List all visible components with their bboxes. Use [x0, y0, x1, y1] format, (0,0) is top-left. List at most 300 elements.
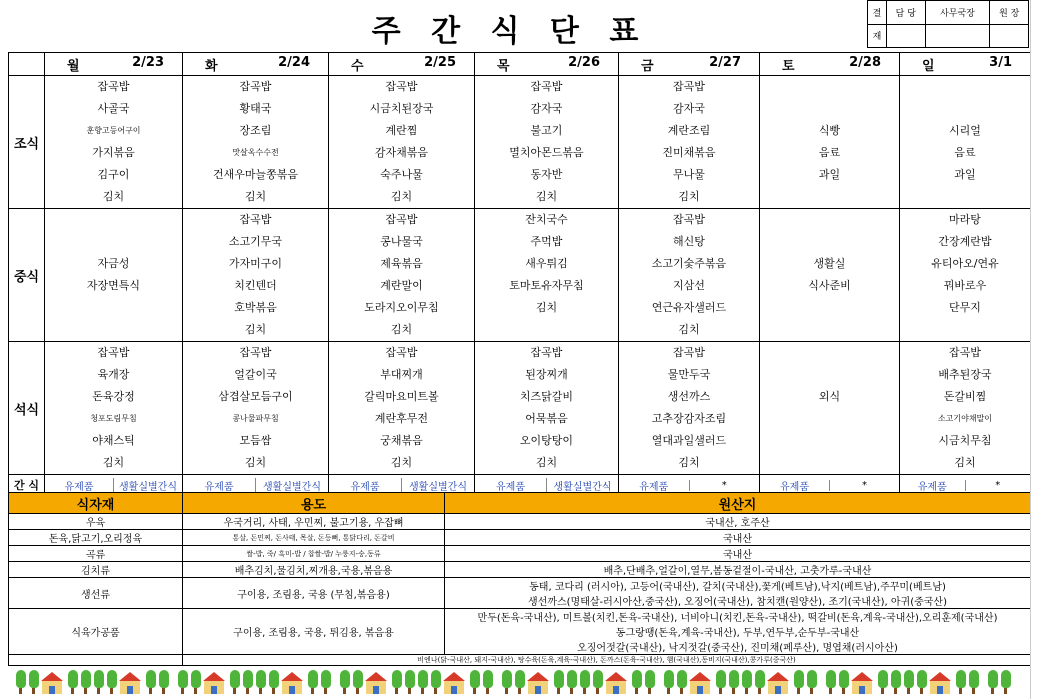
- menu-item: [760, 209, 899, 231]
- approval-secretary: 사무국장: [925, 1, 990, 25]
- menu-item: 김치: [244, 190, 267, 203]
- menu-cell[interactable]: [760, 76, 900, 209]
- origin-usage[interactable]: 구이용, 조림용, 국용 (무침,볶음용): [183, 578, 445, 609]
- day-header[interactable]: [329, 53, 475, 76]
- menu-item: 된장찌개: [525, 368, 568, 381]
- menu-item: [45, 231, 182, 253]
- tree-icon: [1001, 670, 1011, 694]
- menu-cell[interactable]: [329, 342, 475, 475]
- weekly-menu-table: [8, 52, 1031, 496]
- menu-item: 지삼선: [673, 279, 705, 292]
- menu-cell[interactable]: [760, 209, 900, 342]
- tree-icon: [664, 670, 674, 694]
- tree-icon: [554, 670, 564, 694]
- menu-item: 과일: [818, 168, 841, 181]
- menu-item: 김치: [102, 456, 125, 469]
- menu-item: [760, 98, 899, 120]
- sheet-edge: [1030, 0, 1039, 699]
- day-date: 2/25: [424, 54, 456, 70]
- origin-line: 동그랑땡(돈육,계육-국내산), 두부,연두부,순두부-국내산: [615, 628, 860, 639]
- menu-item: 감자국: [673, 102, 705, 115]
- menu-item: 자장면특식: [86, 279, 141, 292]
- tree-icon: [878, 670, 888, 694]
- menu-item: [475, 319, 618, 341]
- origin-line: 동태, 코다리 (러시아), 고등어(국내산), 갈치(국내산),꽃게(베트남),낙지(베트남),주꾸미(베트남): [529, 582, 946, 593]
- approval-sign-cell[interactable]: [925, 24, 990, 48]
- menu-item: 주먹밥: [530, 235, 563, 248]
- menu-cell[interactable]: [475, 342, 619, 475]
- menu-item: [760, 231, 899, 253]
- menu-item: 식사준비: [808, 279, 851, 292]
- origin-ingredient[interactable]: 식육가공품: [9, 609, 183, 655]
- approval-sign-cell[interactable]: [887, 24, 926, 48]
- menu-cell[interactable]: [619, 76, 760, 209]
- tree-icon: [580, 670, 590, 694]
- tree-icon: [431, 670, 441, 694]
- tree-icon: [308, 670, 318, 694]
- origin-table: [8, 492, 1031, 666]
- menu-item: 계란찜: [385, 124, 418, 137]
- origin-country[interactable]: [445, 578, 1031, 609]
- origin-header-row: [9, 493, 1031, 514]
- menu-cell[interactable]: [329, 209, 475, 342]
- tree-icon: [826, 670, 836, 694]
- house-icon: [444, 672, 464, 694]
- day-date: 2/26: [568, 54, 600, 70]
- menu-item: 콩나물파무침: [232, 414, 279, 423]
- menu-item: 잡곡밥: [239, 346, 272, 359]
- menu-item: 꿔바로우: [943, 279, 987, 292]
- menu-cell[interactable]: [619, 209, 760, 342]
- menu-item: 잔치국수: [525, 213, 568, 226]
- menu-cell[interactable]: [475, 76, 619, 209]
- origin-country[interactable]: 국내산, 호주산: [445, 514, 1031, 530]
- approval-director: 원 장: [990, 1, 1029, 25]
- day-name: 목: [497, 58, 510, 74]
- day-name: 토: [782, 58, 795, 74]
- menu-cell[interactable]: [329, 76, 475, 209]
- snack-item: *: [829, 480, 899, 491]
- tree-icon: [677, 670, 687, 694]
- menu-item: 시금치무침: [938, 434, 992, 447]
- menu-item: 잡곡밥: [673, 346, 705, 359]
- menu-item: 계란후무전: [374, 412, 429, 425]
- snack-item: 생활실별간식: [255, 478, 328, 493]
- tree-icon: [94, 670, 104, 694]
- snack-item: *: [689, 480, 760, 491]
- menu-item: 숙주나물: [380, 168, 423, 181]
- tree-icon: [502, 670, 512, 694]
- menu-item: 마라탕: [949, 213, 981, 226]
- menu-item: 잡곡밥: [530, 346, 563, 359]
- menu-item: [760, 408, 899, 430]
- tree-icon: [81, 670, 91, 694]
- menu-item: 시금치된장국: [369, 102, 434, 115]
- origin-ingredient[interactable]: 곡류: [9, 546, 183, 562]
- origin-usage[interactable]: 배추김치,물김치,찌개용,국용,볶음용: [183, 562, 445, 578]
- day-date: 2/28: [849, 54, 881, 70]
- tree-icon: [716, 670, 726, 694]
- tree-icon: [405, 670, 415, 694]
- menu-item: 잡곡밥: [97, 80, 130, 93]
- day-name: 금: [641, 58, 654, 74]
- day-name: 수: [351, 58, 364, 74]
- house-icon: [690, 672, 710, 694]
- tree-icon: [16, 670, 26, 694]
- menu-item: 계란말이: [380, 279, 423, 292]
- menu-item: [900, 98, 1030, 120]
- menu-item: 얼갈이국: [234, 368, 277, 381]
- menu-item: 잡곡밥: [385, 213, 418, 226]
- menu-item: 가지볶음: [92, 146, 135, 159]
- menu-item: [45, 209, 182, 231]
- menu-item: 김치: [678, 456, 700, 469]
- tree-icon: [988, 670, 998, 694]
- menu-item: 김치: [390, 456, 413, 469]
- snack-item: *: [965, 480, 1031, 491]
- menu-item: 치킨텐더: [234, 279, 277, 292]
- menu-item: 멸치아몬드볶음: [509, 146, 584, 159]
- menu-item: 김치: [102, 190, 125, 203]
- menu-cell[interactable]: [45, 342, 183, 475]
- day-header[interactable]: [183, 53, 329, 76]
- tree-icon: [230, 670, 240, 694]
- origin-header: 원산지: [445, 493, 1031, 514]
- origin-row: [9, 609, 1031, 655]
- tree-icon: [243, 670, 253, 694]
- origin-row: [9, 562, 1031, 578]
- house-icon: [366, 672, 386, 694]
- menu-item: [760, 452, 899, 474]
- house-icon: [930, 672, 950, 694]
- tree-icon: [392, 670, 402, 694]
- page-title: 주 간 식 단 표: [371, 14, 649, 49]
- tree-icon: [256, 670, 266, 694]
- origin-usage[interactable]: 비엔나(닭-국내산, 돼지-국내산), 탕수육(돈육,계육-국내산), 돈까스(돈육-국내산), 햄(국내산),동비지(국내산),콩가루(중국산): [183, 655, 1031, 666]
- menu-item: 소고기숯주볶음: [651, 257, 727, 270]
- house-icon: [528, 672, 548, 694]
- menu-cell[interactable]: [475, 209, 619, 342]
- tree-icon: [645, 670, 655, 694]
- menu-item: 사골국: [97, 102, 130, 115]
- menu-item: 오이탕탕이: [519, 434, 574, 447]
- menu-cell[interactable]: [760, 342, 900, 475]
- origin-country[interactable]: [445, 609, 1031, 655]
- menu-item: 잡곡밥: [949, 346, 981, 359]
- origin-line: 생선까스(명태살-러시아산,중국산), 오징어(국내산), 참치캔(원양산), 조기(국내산), 아귀(중국산): [528, 597, 947, 608]
- menu-item: 단무지: [949, 301, 981, 314]
- meal-label: 중식: [9, 209, 45, 342]
- menu-item: 잡곡밥: [385, 80, 418, 93]
- menu-item: 야채스틱: [92, 434, 135, 447]
- menu-item: 소고기무국: [228, 235, 283, 248]
- menu-cell[interactable]: [183, 342, 329, 475]
- menu-item: 김치: [390, 323, 413, 336]
- approval-box: [867, 0, 1029, 48]
- day-date: 3/1: [989, 54, 1012, 70]
- menu-item: 김치: [678, 323, 700, 336]
- menu-item: 삼겹살모듬구이: [218, 390, 293, 403]
- menu-item: [900, 186, 1030, 208]
- menu-item: 갈릭마요미트볼: [364, 390, 439, 403]
- menu-item: 자금성: [97, 257, 130, 270]
- menu-item: 호박볶음: [234, 301, 277, 314]
- menu-cell[interactable]: [900, 209, 1031, 342]
- approval-label: 결: [868, 1, 887, 25]
- day-header[interactable]: [475, 53, 619, 76]
- tree-icon: [269, 670, 279, 694]
- origin-line: 만두(돈육-국내산), 미트볼(치킨,돈육-국내산), 너비아니(치킨,돈육-국내산), 떡갈비(돈육,계육-국내산),오리훈제(국내산): [477, 613, 998, 624]
- origin-header: 용도: [183, 493, 445, 514]
- menu-item: 잡곡밥: [530, 80, 563, 93]
- snack-item: 생활실별간식: [401, 478, 474, 493]
- menu-item: 감자국: [530, 102, 563, 115]
- tree-icon: [107, 670, 117, 694]
- menu-item: 무나물: [673, 168, 705, 181]
- meal-row: [9, 209, 1031, 342]
- menu-item: [760, 76, 899, 98]
- house-icon: [768, 672, 788, 694]
- menu-item: 과일: [954, 168, 976, 181]
- menu-item: 모듬쌈: [239, 434, 272, 447]
- origin-usage[interactable]: 쌀-밥, 죽/ 흑미-밥 / 찹쌀-밥/ 누룽지-숭,동류: [183, 546, 445, 562]
- day-name: 일: [922, 58, 935, 74]
- tree-icon: [729, 670, 739, 694]
- tree-icon: [159, 670, 169, 694]
- origin-usage[interactable]: 통살, 돈민찌, 돈사태, 목살, 돈등뼈, 통닭다리, 돈갈비: [183, 530, 445, 546]
- menu-cell[interactable]: [45, 76, 183, 209]
- approval-label2: 재: [868, 24, 887, 48]
- origin-country[interactable]: 배추,단배추,얼갈이,열무,봄동겉절이-국내산, 고춧가루-국내산: [445, 562, 1031, 578]
- tree-icon: [969, 670, 979, 694]
- house-icon: [42, 672, 62, 694]
- menu-cell[interactable]: [900, 342, 1031, 475]
- tree-icon: [567, 670, 577, 694]
- menu-item: 맛살옥수수전: [232, 148, 279, 157]
- approval-sign-cell[interactable]: [990, 24, 1029, 48]
- tree-icon: [755, 670, 765, 694]
- snack-item: 유제품: [780, 481, 809, 493]
- menu-item: 외식: [818, 390, 841, 403]
- menu-item: [760, 364, 899, 386]
- tree-icon: [418, 670, 428, 694]
- menu-item: 토마토유자무침: [509, 279, 584, 292]
- origin-country[interactable]: 국내산: [445, 546, 1031, 562]
- menu-item: 연근유자샐러드: [651, 301, 727, 314]
- menu-item: 어묵볶음: [525, 412, 568, 425]
- menu-item: 계란조림: [667, 124, 711, 137]
- house-icon: [204, 672, 224, 694]
- tree-icon: [807, 670, 817, 694]
- snack-item: 생활실별간식: [546, 478, 618, 493]
- tree-icon: [904, 670, 914, 694]
- menu-item: 훈향고등어구이: [86, 126, 141, 135]
- tree-icon: [68, 670, 78, 694]
- day-date: 2/23: [132, 54, 164, 70]
- origin-header: 식자재: [9, 493, 183, 514]
- origin-row: [9, 514, 1031, 530]
- menu-item: 잡곡밥: [97, 346, 130, 359]
- footer-decoration: [8, 660, 1030, 696]
- menu-item: 김치: [390, 190, 413, 203]
- tree-icon: [353, 670, 363, 694]
- menu-item: 도라지오이무침: [364, 301, 439, 314]
- menu-item: 치즈닭갈비: [519, 390, 574, 403]
- menu-item: 잡곡밥: [239, 80, 272, 93]
- snack-item: 유제품: [496, 481, 525, 493]
- menu-cell[interactable]: [183, 76, 329, 209]
- snack-item: 유제품: [639, 481, 669, 493]
- origin-ingredient[interactable]: 김치류: [9, 562, 183, 578]
- tree-icon: [742, 670, 752, 694]
- menu-item: 궁채볶음: [380, 434, 423, 447]
- house-icon: [120, 672, 140, 694]
- snack-item: 유제품: [204, 481, 234, 493]
- menu-item: 가자미구이: [228, 257, 283, 270]
- menu-item: 잡곡밥: [385, 346, 418, 359]
- tree-icon: [178, 670, 188, 694]
- menu-item: 동자반: [530, 168, 563, 181]
- snack-item: 유제품: [350, 481, 380, 493]
- menu-item: 고추장감자조림: [651, 412, 727, 425]
- menu-item: 김치: [535, 190, 558, 203]
- menu-item: [760, 430, 899, 452]
- menu-item: 배추된장국: [938, 368, 992, 381]
- menu-item: [760, 297, 899, 319]
- house-icon: [852, 672, 872, 694]
- house-icon: [606, 672, 626, 694]
- day-header[interactable]: [619, 53, 760, 76]
- menu-cell[interactable]: [619, 342, 760, 475]
- origin-ingredient[interactable]: 생선류: [9, 578, 183, 609]
- origin-row: [9, 578, 1031, 609]
- tree-icon: [794, 670, 804, 694]
- tree-icon: [515, 670, 525, 694]
- menu-item: [900, 76, 1030, 98]
- menu-item: 김치: [244, 323, 267, 336]
- snack-item: 유제품: [64, 481, 94, 493]
- day-name: 월: [67, 58, 80, 74]
- menu-item: 제육볶음: [380, 257, 423, 270]
- menu-item: 김치: [954, 456, 976, 469]
- day-header[interactable]: [900, 53, 1031, 76]
- menu-item: 부대찌개: [380, 368, 423, 381]
- origin-usage[interactable]: 우국거리, 사태, 우민찌, 불고기용, 우잡뼈: [183, 514, 445, 530]
- menu-item: 열대과일샐러드: [651, 434, 727, 447]
- menu-cell[interactable]: [45, 209, 183, 342]
- menu-item: [45, 297, 182, 319]
- menu-item: 청포도림무침: [90, 414, 137, 423]
- day-name: 화: [205, 58, 218, 74]
- snack-item: 유제품: [917, 481, 947, 493]
- house-icon: [282, 672, 302, 694]
- menu-item: 시리얼: [949, 124, 981, 137]
- day-header-row: [9, 53, 1031, 76]
- menu-item: [45, 319, 182, 341]
- menu-item: 돈육강정: [92, 390, 135, 403]
- menu-item: 장조림: [239, 124, 272, 137]
- tree-icon: [321, 670, 331, 694]
- menu-item: 육개장: [97, 368, 130, 381]
- menu-item: 식빵: [818, 124, 841, 137]
- meal-row: [9, 342, 1031, 475]
- menu-item: 감자채볶음: [374, 146, 429, 159]
- menu-item: 김치: [535, 456, 558, 469]
- tree-icon: [146, 670, 156, 694]
- day-date: 2/24: [278, 54, 310, 70]
- snack-item: 생활실별간식: [113, 478, 182, 493]
- meal-label: 조식: [9, 76, 45, 209]
- menu-item: [760, 319, 899, 341]
- menu-item: 생선까스: [667, 390, 711, 403]
- menu-item: 콩나물국: [380, 235, 423, 248]
- menu-item: 김치: [244, 456, 267, 469]
- origin-country[interactable]: 국내산: [445, 530, 1031, 546]
- origin-row: [9, 530, 1031, 546]
- origin-usage[interactable]: 구이용, 조림용, 국용, 튀김용, 볶음용: [183, 609, 445, 655]
- menu-item: 잡곡밥: [239, 213, 272, 226]
- tree-icon: [632, 670, 642, 694]
- menu-item: 불고기: [530, 124, 563, 137]
- menu-cell[interactable]: [183, 209, 329, 342]
- tree-icon: [470, 670, 480, 694]
- menu-item: 새우튀김: [525, 257, 568, 270]
- menu-item: 생활실: [813, 257, 846, 270]
- menu-item: 김치: [678, 190, 700, 203]
- menu-item: 간장계란밥: [938, 235, 992, 248]
- menu-item: 김구이: [97, 168, 130, 181]
- menu-item: 돈갈비찜: [943, 390, 987, 403]
- menu-item: [760, 342, 899, 364]
- menu-item: 잡곡밥: [673, 80, 705, 93]
- tree-icon: [593, 670, 603, 694]
- tree-icon: [29, 670, 39, 694]
- tree-icon: [483, 670, 493, 694]
- menu-item: 건새우마늘쫑볶음: [212, 168, 298, 181]
- origin-row: [9, 546, 1031, 562]
- day-header[interactable]: [760, 53, 900, 76]
- menu-item: 물만두국: [667, 368, 711, 381]
- tree-icon: [891, 670, 901, 694]
- tree-icon: [340, 670, 350, 694]
- menu-item: 음료: [954, 146, 976, 159]
- tree-icon: [917, 670, 927, 694]
- menu-item: 음료: [818, 146, 841, 159]
- menu-item: 진미채볶음: [662, 146, 716, 159]
- corner-cell: [9, 53, 45, 76]
- menu-item: [900, 319, 1030, 341]
- menu-item: [760, 186, 899, 208]
- menu-cell[interactable]: [900, 76, 1031, 209]
- day-date: 2/27: [709, 54, 741, 70]
- menu-item: 황태국: [239, 102, 272, 115]
- tree-icon: [956, 670, 966, 694]
- approval-staff: 담 당: [887, 1, 926, 25]
- tree-icon: [191, 670, 201, 694]
- menu-item: 유티아오/연유: [931, 257, 999, 270]
- origin-ingredient[interactable]: 우육: [9, 514, 183, 530]
- menu-item: 김치: [535, 301, 558, 314]
- origin-line: 오징어젓갈(국내산), 낙지젓갈(중국산), 진미채(페루산), 명엽채(러시아산): [577, 643, 898, 654]
- meal-row: [9, 76, 1031, 209]
- tree-icon: [839, 670, 849, 694]
- meal-label: 석식: [9, 342, 45, 475]
- snack-label: 간 식: [9, 475, 45, 496]
- menu-item: 잡곡밥: [673, 213, 705, 226]
- day-header[interactable]: [45, 53, 183, 76]
- menu-item: 해신탕: [673, 235, 705, 248]
- origin-ingredient[interactable]: 돈육,닭고기,오리정육: [9, 530, 183, 546]
